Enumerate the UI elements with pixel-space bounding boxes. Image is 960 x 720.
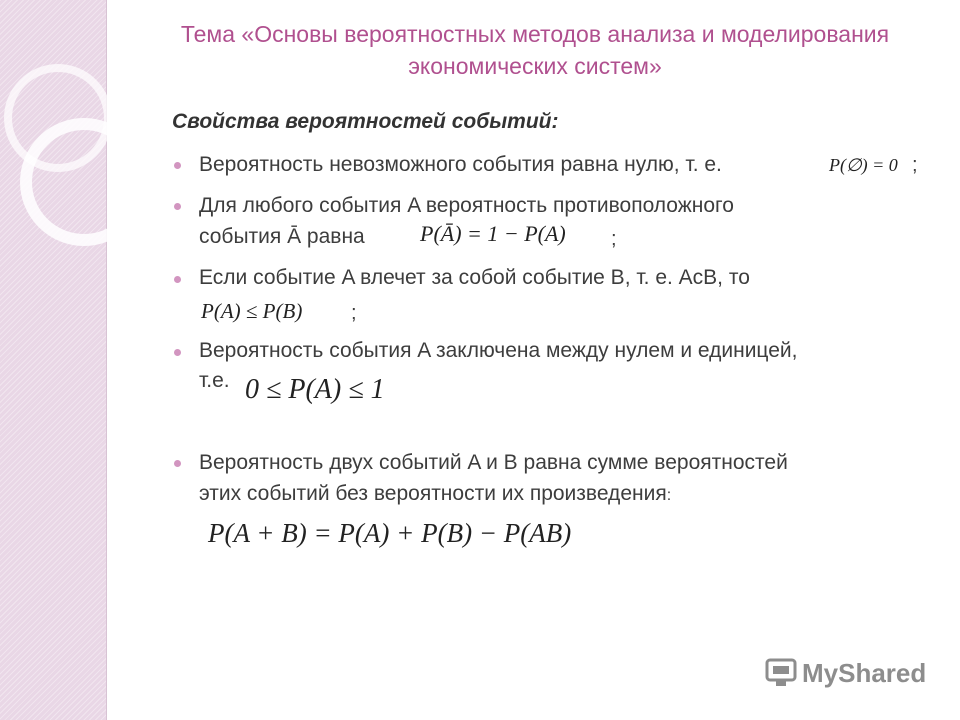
item-4-formula: 0 ≤ P(A) ≤ 1: [245, 374, 385, 405]
bullet-icon: [172, 454, 186, 468]
item-1-semicolon: ;: [912, 154, 918, 176]
bullet-icon: [172, 270, 186, 284]
item-2-formula: P(Ā) = 1 − P(A): [420, 221, 566, 246]
watermark-text: MyShared: [802, 657, 927, 688]
item-1-formula: P(∅) = 0: [829, 155, 898, 175]
bullet-icon: [172, 343, 186, 357]
item-2-text-line-1: Для любого события A вероятность противоположного: [199, 194, 734, 217]
item-4-text-line-1: Вероятность события A заключена между нулем и единицей,: [199, 339, 798, 362]
section-heading: Свойства вероятностей событий:: [172, 110, 559, 133]
item-5-text-line-2: [199, 479, 671, 511]
item-3-semicolon: ;: [351, 302, 357, 324]
item-2-semicolon: ;: [611, 228, 617, 250]
item-2-text-line-2: события Ā равна: [199, 225, 365, 248]
bullet-icon: [172, 197, 186, 211]
item-5-text-line-1: Вероятность двух событий A и B равна сумме вероятностей: [199, 451, 788, 474]
item-5-formula: P(A + B) = P(A) + P(B) − P(AB): [208, 518, 572, 548]
watermark: [764, 656, 926, 690]
item-5-colon: :: [666, 487, 672, 504]
mortarboard-logo-icon: [764, 656, 798, 690]
item-3-text: Если событие A влечет за собой событие B, т. е. AcB, то: [199, 266, 750, 289]
item-5-text-line-2-words: этих событий без вероятности их произведения: [199, 482, 667, 505]
bullet-icon: [172, 156, 186, 170]
item-1-text: Вероятность невозможного события равна нулю, т. е.: [199, 153, 722, 176]
title-line-2: экономических систем»: [408, 53, 662, 79]
item-4-text-line-2: т.е.: [199, 369, 230, 392]
title-line-1: Тема «Основы вероятностных методов анализа и моделирования: [180, 21, 890, 47]
item-3-formula: P(A) ≤ P(B): [201, 299, 303, 323]
slide-title: [140, 18, 930, 82]
